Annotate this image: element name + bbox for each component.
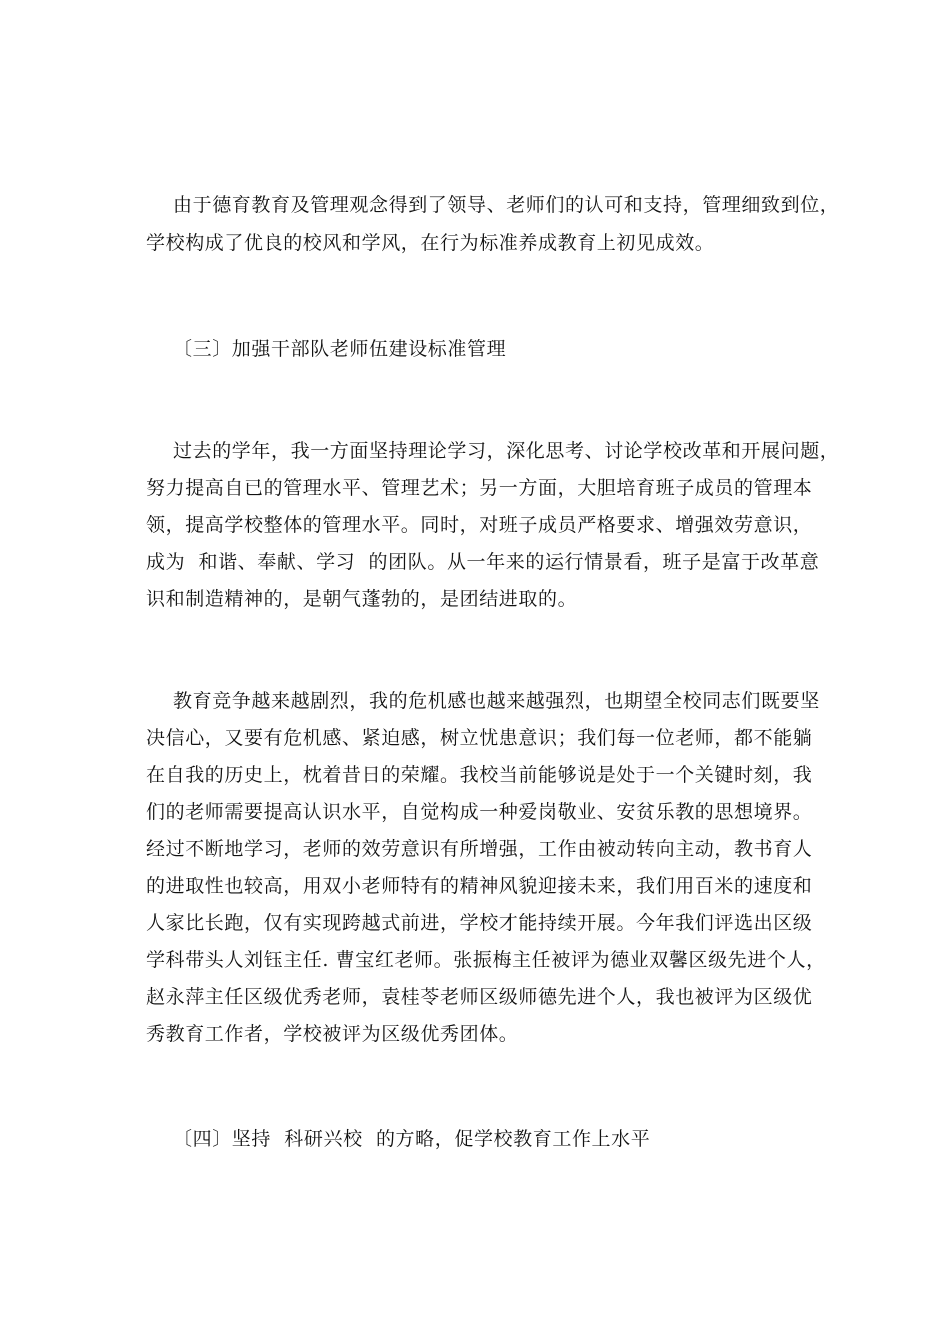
section-heading-4: 〔四〕坚持 科研兴校 的方略，促学校教育工作上水平 bbox=[173, 1128, 651, 1150]
paragraph-3-line-6: 的进取性也较高，用双小老师特有的精神风貌迎接未来，我们用百米的速度和 bbox=[146, 875, 813, 897]
paragraph-3-line-10: 秀教育工作者，学校被评为区级优秀团体。 bbox=[146, 1023, 519, 1045]
paragraph-2-line-1: 过去的学年，我一方面坚持理论学习，深化思考、讨论学校改革和开展问题， bbox=[173, 440, 840, 462]
paragraph-3-line-3: 在自我的历史上，枕着昔日的荣耀。我校当前能够说是处于一个关键时刻，我 bbox=[146, 764, 813, 786]
paragraph-2-line-2: 努力提高自已的管理水平、管理艺术；另一方面，大胆培育班子成员的管理本 bbox=[146, 477, 813, 499]
paragraph-2-line-4: 成为 和谐、奉献、学习 的团队。从一年来的运行情景看，班子是富于改革意 bbox=[146, 551, 820, 573]
paragraph-3-line-1: 教育竞争越来越剧烈，我的危机感也越来越强烈，也期望全校同志们既要坚 bbox=[173, 690, 820, 712]
paragraph-2-line-5: 识和制造精神的，是朝气蓬勃的，是团结进取的。 bbox=[146, 588, 578, 610]
paragraph-3-line-5: 经过不断地学习，老师的效劳意识有所增强，工作由被动转向主动，教书育人 bbox=[146, 838, 813, 860]
paragraph-1-line-1: 由于德育教育及管理观念得到了领导、老师们的认可和支持，管理细致到位， bbox=[173, 194, 840, 216]
paragraph-1-line-2: 学校构成了优良的校风和学风，在行为标准养成教育上初见成效。 bbox=[146, 232, 715, 254]
paragraph-3-line-7: 人家比长跑，仅有实现跨越式前进，学校才能持续开展。今年我们评选出区级 bbox=[146, 912, 813, 934]
paragraph-3-line-4: 们的老师需要提高认识水平，自觉构成一种爱岗敬业、安贫乐教的思想境界。 bbox=[146, 801, 813, 823]
paragraph-2-line-3: 领，提高学校整体的管理水平。同时，对班子成员严格要求、增强效劳意识， bbox=[146, 514, 813, 536]
paragraph-3-line-8: 学科带头人刘钰主任. 曹宝红老师。张振梅主任被评为德业双馨区级先进个人， bbox=[146, 949, 826, 971]
section-heading-3: 〔三〕加强干部队老师伍建设标准管理 bbox=[173, 338, 507, 360]
paragraph-3-line-2: 决信心，又要有危机感、紧迫感，树立忧患意识；我们每一位老师，都不能躺 bbox=[146, 727, 813, 749]
paragraph-3-line-9: 赵永萍主任区级优秀老师，袁桂苓老师区级师德先进个人，我也被评为区级优 bbox=[146, 986, 813, 1008]
